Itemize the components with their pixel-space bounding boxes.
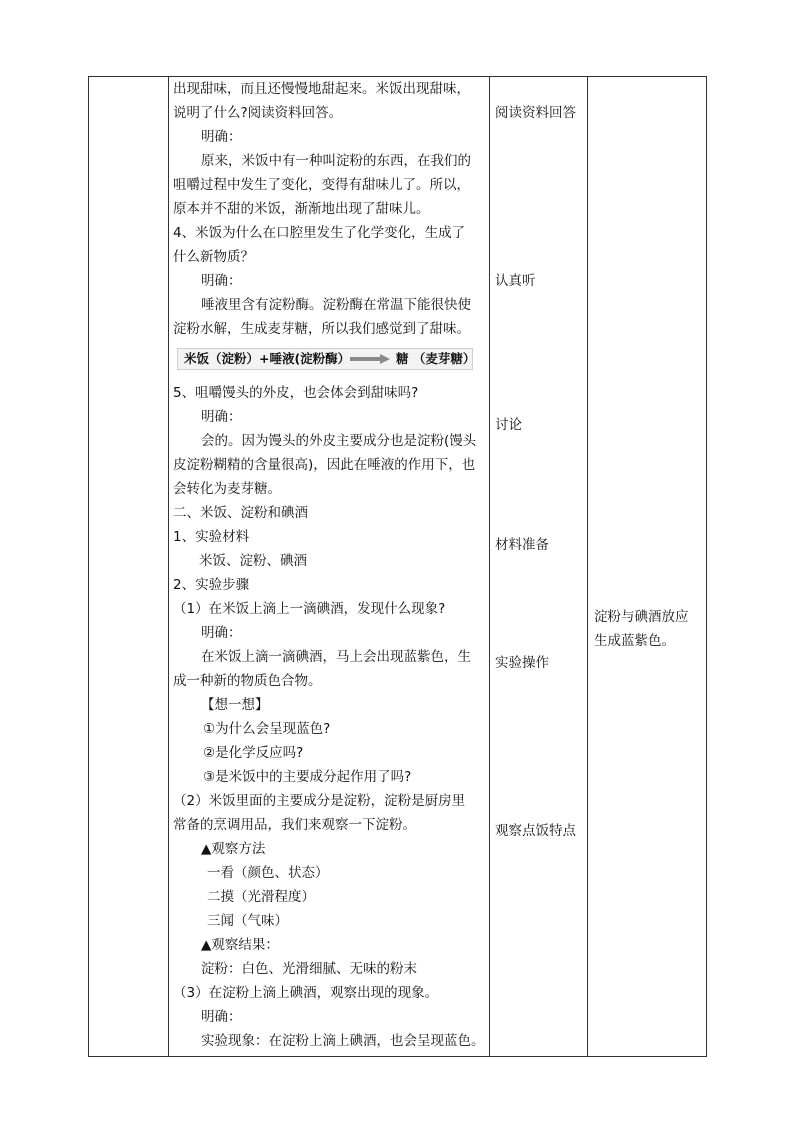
lesson-plan-table bbox=[88, 76, 707, 1057]
method-item: 二摸（光滑程度） bbox=[207, 889, 315, 905]
formula-product: 糖 （麦芽糖） bbox=[396, 351, 476, 366]
student-activity-prepare: 材料准备 bbox=[495, 537, 549, 553]
content-line: 原本并不甜的米饭，渐渐地出现了甜味儿。 bbox=[173, 201, 430, 217]
content-line: 咀嚼过程中发生了变化，变得有甜味儿了。所以， bbox=[173, 177, 470, 193]
student-activity-read: 阅读资料回答 bbox=[495, 105, 576, 121]
content-line: 会转化为麦芽糖。 bbox=[173, 481, 281, 497]
result-line: 淀粉：白色、光滑细腻、无味的粉末 bbox=[201, 961, 417, 977]
formula-reactants: 米饭（淀粉）+唾液(淀粉酶） bbox=[184, 351, 351, 366]
content-line: 米饭、淀粉、碘酒 bbox=[199, 553, 307, 569]
student-activity-observe: 观察点饭特点 bbox=[495, 823, 576, 839]
answer-label: 明确： bbox=[201, 409, 242, 425]
column-divider-1 bbox=[168, 77, 169, 1056]
student-activity-discuss: 讨论 bbox=[495, 417, 522, 433]
think-item: ①为什么会呈现蓝色? bbox=[203, 721, 331, 737]
result-heading: ▲观察结果： bbox=[201, 937, 279, 953]
content-line: 淀粉水解，生成麦芽糖，所以我们感觉到了甜味。 bbox=[173, 321, 470, 337]
section-heading: 二、米饭、淀粉和碘酒 bbox=[173, 505, 308, 521]
content-line: 皮淀粉糊精的含量很高)，因此在唾液的作用下，也 bbox=[173, 457, 476, 473]
content-line: 成一种新的物质色合物。 bbox=[173, 673, 322, 689]
step-line: （2）米饭里面的主要成分是淀粉，淀粉是厨房里 bbox=[173, 793, 466, 809]
content-line: 在米饭上滴一滴碘酒，马上会出现蓝紫色，生 bbox=[201, 649, 471, 665]
design-note-line: 淀粉与碘酒放应 bbox=[594, 609, 689, 625]
result-line: 实验现象：在淀粉上滴上碘酒，也会呈现蓝色。 bbox=[201, 1033, 485, 1049]
think-heading: 【想一想】 bbox=[201, 697, 269, 713]
answer-label: 明确： bbox=[201, 129, 242, 145]
step-line: （1）在米饭上滴上一滴碘酒，发现什么现象? bbox=[173, 601, 446, 617]
think-item: ③是米饭中的主要成分起作用了吗? bbox=[203, 769, 412, 785]
student-activity-listen: 认真听 bbox=[495, 273, 536, 289]
answer-label: 明确： bbox=[201, 273, 242, 289]
design-note bbox=[594, 605, 706, 653]
content-line: 会的。因为馒头的外皮主要成分也是淀粉(馒头 bbox=[201, 433, 477, 449]
column-divider-3 bbox=[587, 77, 588, 1056]
content-line: 原来，米饭中有一种叫淀粉的东西，在我们的 bbox=[201, 153, 471, 169]
content-line: 出现甜味，而且还慢慢地甜起来。米饭出现甜味， bbox=[173, 81, 470, 97]
student-activity-experiment: 实验操作 bbox=[495, 655, 549, 671]
subsection-heading: 2、实验步骤 bbox=[173, 577, 250, 593]
arrow-icon bbox=[350, 354, 390, 364]
method-heading: ▲观察方法 bbox=[201, 841, 266, 857]
subsection-heading: 1、实验材料 bbox=[173, 529, 250, 545]
answer-label: 明确： bbox=[201, 625, 242, 641]
question-line: 什么新物质？ bbox=[173, 249, 254, 265]
design-note-line: 生成蓝紫色。 bbox=[594, 633, 675, 649]
answer-label: 明确： bbox=[201, 1009, 242, 1025]
method-item: 一看（颜色、状态） bbox=[207, 865, 329, 881]
content-line: 说明了什么?阅读资料回答。 bbox=[173, 105, 343, 121]
question-line: 4、米饭为什么在口腔里发生了化学变化，生成了 bbox=[173, 225, 466, 241]
content-line: 唾液里含有淀粉酶。淀粉酶在常温下能很快使 bbox=[201, 297, 471, 313]
content-line: 常备的烹调用品，我们来观察一下淀粉。 bbox=[173, 817, 416, 833]
reaction-formula bbox=[177, 348, 476, 370]
method-item: 三闻（气味） bbox=[207, 913, 288, 929]
column-divider-2 bbox=[489, 77, 490, 1056]
step-line: （3）在淀粉上滴上碘酒，观察出现的现象。 bbox=[173, 985, 439, 1001]
question-line: 5、咀嚼馒头的外皮，也会体会到甜味吗? bbox=[173, 385, 419, 401]
think-item: ②是化学反应吗? bbox=[203, 745, 304, 761]
